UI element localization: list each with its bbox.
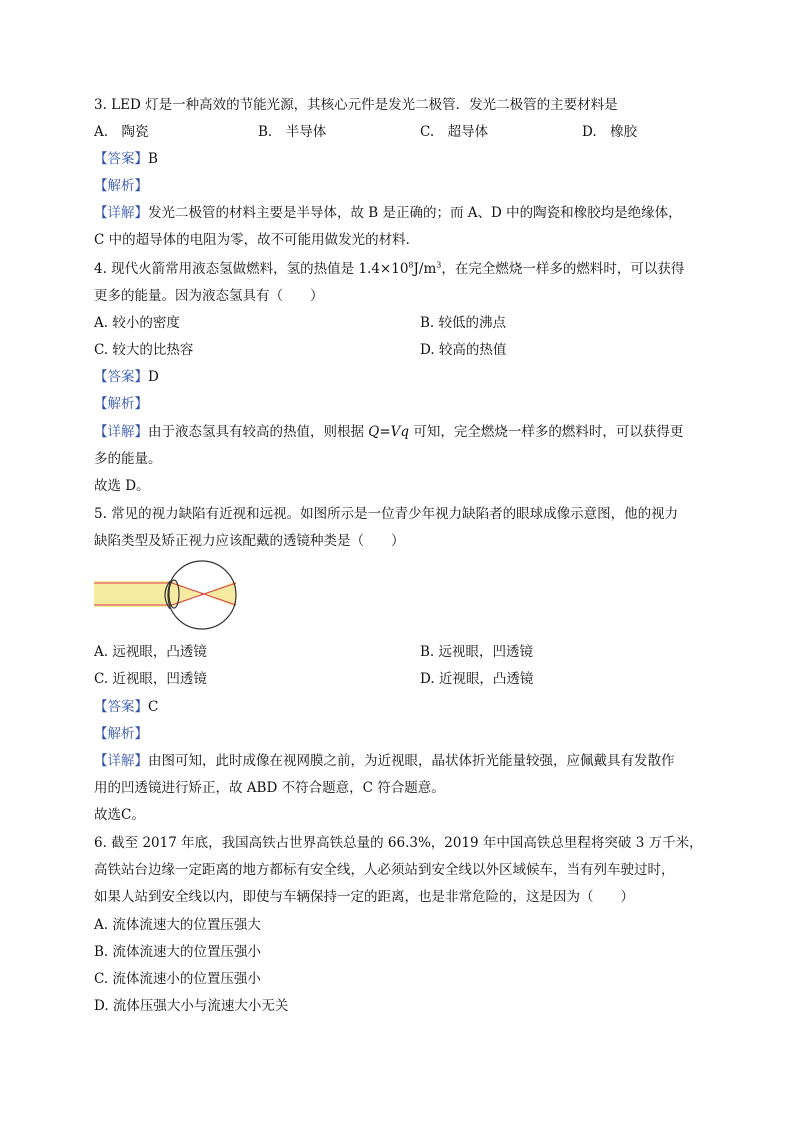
detail-tag: 【详解】 — [94, 424, 148, 440]
q5-option-b: B. 远视眼，凹透镜 — [420, 644, 534, 660]
q5-analysis-tag: 【解析】 — [94, 726, 148, 742]
q3-analysis-tag: 【解析】 — [94, 178, 148, 194]
q4-stem-line-2: 更多的能量。因为液态氢具有（ ） — [94, 288, 324, 304]
answer-tag: 【答案】 — [94, 699, 148, 715]
q4-answer: D — [148, 369, 159, 385]
q4-stem-exp: 8 — [408, 260, 414, 270]
q5-detail-text-1: 由图可知，此时成像在视网膜之前，为近视眼，晶状体折光能量较强，应佩戴具有发散作 — [148, 753, 675, 769]
q3-detail-line-2: C 中的超导体的电阻为零，故不可能用做发光的材料． — [94, 232, 420, 248]
q4-stem-exp2: 3 — [436, 260, 442, 270]
q5-option-a: A. 远视眼，凸透镜 — [94, 644, 207, 660]
q4-option-b: B. 较低的沸点 — [420, 315, 507, 331]
q5-answer: C — [148, 699, 159, 715]
q5-option-c: C. 近视眼，凹透镜 — [94, 671, 207, 687]
q4-detail-line-2: 多的能量。 — [94, 451, 162, 467]
q4-detail-line-1 — [94, 423, 683, 441]
q5-detail-line-2: 用的凹透镜进行矫正，故 ABD 不符合题意，C 符合题意。 — [94, 780, 445, 796]
q5-stem-line-1: 5. 常见的视力缺陷有近视和远视。如图所示是一位青少年视力缺陷者的眼球成像示意图，他的视力 — [94, 506, 679, 522]
q6-stem-line-2: 高铁站台边缘一定距离的地方都标有安全线，人必须站到安全线以外区域候车，当有列车驶过时， — [94, 862, 675, 878]
q5-answer-line — [94, 698, 158, 716]
q5-detail-line-1 — [94, 752, 675, 770]
q4-stem-part-b: J/m — [413, 261, 437, 277]
q3-option-c: C. 超导体 — [420, 124, 489, 140]
answer-tag: 【答案】 — [94, 151, 148, 167]
q6-option-d: D. 流体压强大小与流速大小无关 — [94, 998, 289, 1014]
q6-stem-line-3: 如果人站到安全线以内，即使与车辆保持一定的距离，也是非常危险的，这是因为（ ） — [94, 889, 634, 905]
eye-diagram-figure — [94, 559, 244, 639]
light-beam — [94, 581, 172, 607]
detail-tag: 【详解】 — [94, 753, 148, 769]
q4-stem-line-1 — [94, 260, 684, 278]
q3-option-a: A. 陶瓷 — [94, 124, 149, 140]
q4-stem-part-c: ，在完全燃烧一样多的燃料时，可以获得 — [441, 261, 685, 277]
q4-option-c: C. 较大的比热容 — [94, 342, 194, 358]
q6-stem-line-1: 6. 截至 2017 年底，我国高铁占世界高铁总量的 66.3%，2019 年中国高铁总里程将突破 3 万千米， — [94, 835, 703, 851]
q4-analysis-tag: 【解析】 — [94, 396, 148, 412]
q6-option-c: C. 流体流速小的位置压强小 — [94, 971, 261, 987]
q6-option-a: A. 流体流速大的位置压强大 — [94, 917, 261, 933]
q4-option-a: A. 较小的密度 — [94, 315, 180, 331]
q3-detail-text-1: 发光二极管的材料主要是半导体，故 B 是正确的；而 A、D 中的陶瓷和橡胶均是绝缘体， — [148, 205, 682, 221]
focal-point — [201, 593, 203, 595]
q5-conclusion: 故选C。 — [94, 807, 145, 823]
q4-formula: Q=Vq — [368, 424, 410, 440]
q4-option-d: D. 较高的热值 — [420, 342, 507, 358]
q4-conclusion: 故选 D。 — [94, 478, 150, 494]
q4-answer-line — [94, 368, 159, 386]
answer-tag: 【答案】 — [94, 369, 148, 385]
q4-detail-part-a: 由于液态氢具有较高的热值，则根据 — [148, 424, 369, 440]
q5-option-d: D. 近视眼，凸透镜 — [420, 671, 534, 687]
detail-tag: 【详解】 — [94, 205, 148, 221]
q4-detail-part-b: 可知，完全燃烧一样多的燃料时，可以获得更 — [409, 424, 684, 440]
q3-answer: B — [148, 151, 158, 167]
q3-answer-line — [94, 150, 158, 168]
q3-detail-line-1 — [94, 204, 682, 222]
q6-option-b: B. 流体流速大的位置压强小 — [94, 944, 262, 960]
q5-stem-line-2: 缺陷类型及矫正视力应该配戴的透镜种类是（ ） — [94, 533, 405, 549]
q3-option-d: D. 橡胶 — [582, 124, 638, 140]
q4-stem-part-a: 4. 现代火箭常用液态氢做燃料，氢的热值是 1.4×10 — [94, 261, 409, 277]
q3-stem: 3. LED 灯是一种高效的节能光源，其核心元件是发光二极管．发光二极管的主要材料是 — [94, 97, 618, 113]
q3-option-b: B. 半导体 — [258, 124, 327, 140]
